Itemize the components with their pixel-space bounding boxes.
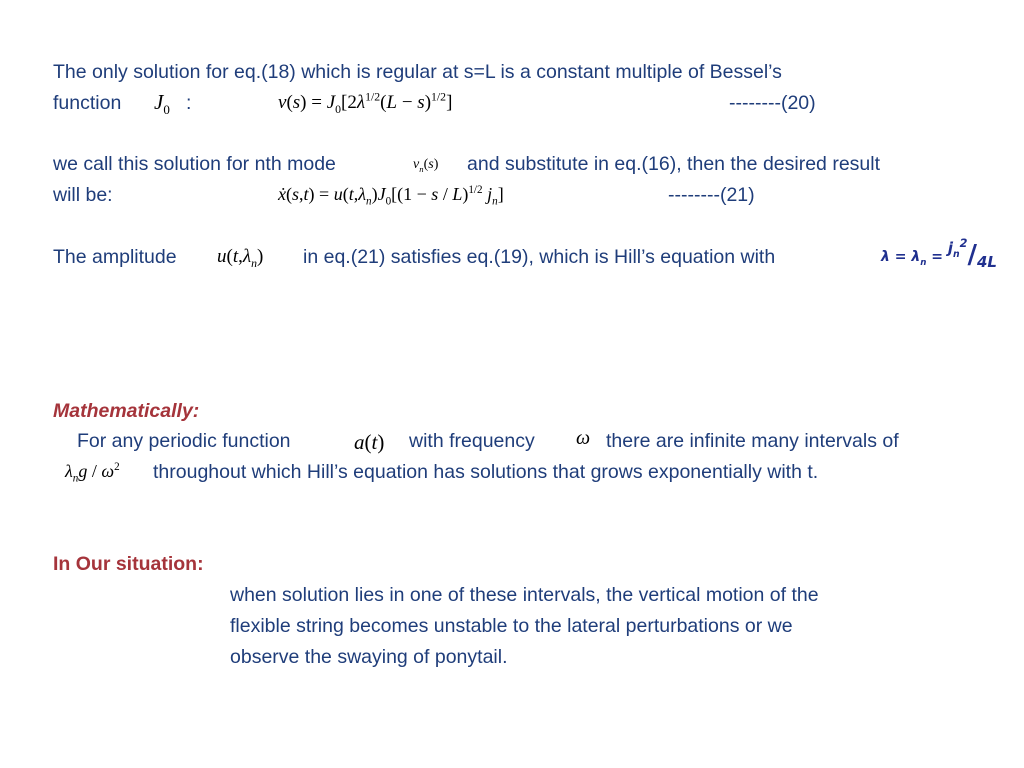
mathematically-heading: Mathematically: bbox=[53, 400, 200, 422]
paragraph-line-5a: The amplitude bbox=[53, 246, 177, 268]
omega-symbol: ω bbox=[576, 427, 591, 449]
math-line-2: throughout which Hill’s equation has solutions that grows exponentially with t. bbox=[153, 461, 819, 483]
paragraph-line-3a: we call this solution for nth mode bbox=[53, 153, 336, 175]
paragraph-line-5b: in eq.(21) satisfies eq.(19), which is Hill’s equation with bbox=[303, 246, 776, 268]
equation-20-label: --------(20) bbox=[729, 92, 816, 114]
amplitude-u: $u(t,\lambda_n)$ bbox=[217, 246, 264, 270]
paragraph-line-1: The only solution for eq.(18) which is regular at s=L is a constant multiple of Bessel’s bbox=[53, 61, 782, 83]
math-line-1a: For any periodic function bbox=[77, 430, 291, 452]
math-line-1b: with frequency bbox=[409, 430, 535, 452]
lambda-n-equation: $\lambda = \lambda_n = j_n^2/4L$ bbox=[881, 237, 997, 271]
situation-line-1: when solution lies in one of these intervals, the vertical motion of the bbox=[230, 584, 819, 606]
situation-line-2: flexible string becomes unstable to the lateral perturbations or we bbox=[230, 615, 793, 637]
mode-function-vn: $v_n(s)$ bbox=[413, 157, 439, 174]
lambda-g-over-omega-sq: $\lambda_ng / \omega^2$ bbox=[65, 461, 120, 485]
paragraph-line-2-prefix: function bbox=[53, 92, 122, 114]
colon: : bbox=[186, 92, 192, 114]
paragraph-line-4: will be: bbox=[53, 184, 113, 206]
paragraph-line-3b: and substitute in eq.(16), then the desired result bbox=[467, 153, 881, 175]
function-a-of-t: a(t) bbox=[354, 430, 385, 454]
math-line-1c: there are infinite many intervals of bbox=[606, 430, 899, 452]
equation-21-label: --------(21) bbox=[668, 184, 755, 206]
bessel-j0-symbol: $J_0$ bbox=[154, 90, 170, 118]
equation-20: $v(s) = J_0[2\lambda^{1/2}(L - s)^{1/2}]$ bbox=[278, 90, 453, 116]
situation-line-3: observe the swaying of ponytail. bbox=[230, 646, 508, 668]
equation-21: ẋ(s,t) = $u(t,\lambda_n)J_0[(1 - s / L)^{1/2}$ $j_n$] bbox=[278, 184, 504, 208]
situation-heading: In Our situation: bbox=[53, 553, 204, 575]
